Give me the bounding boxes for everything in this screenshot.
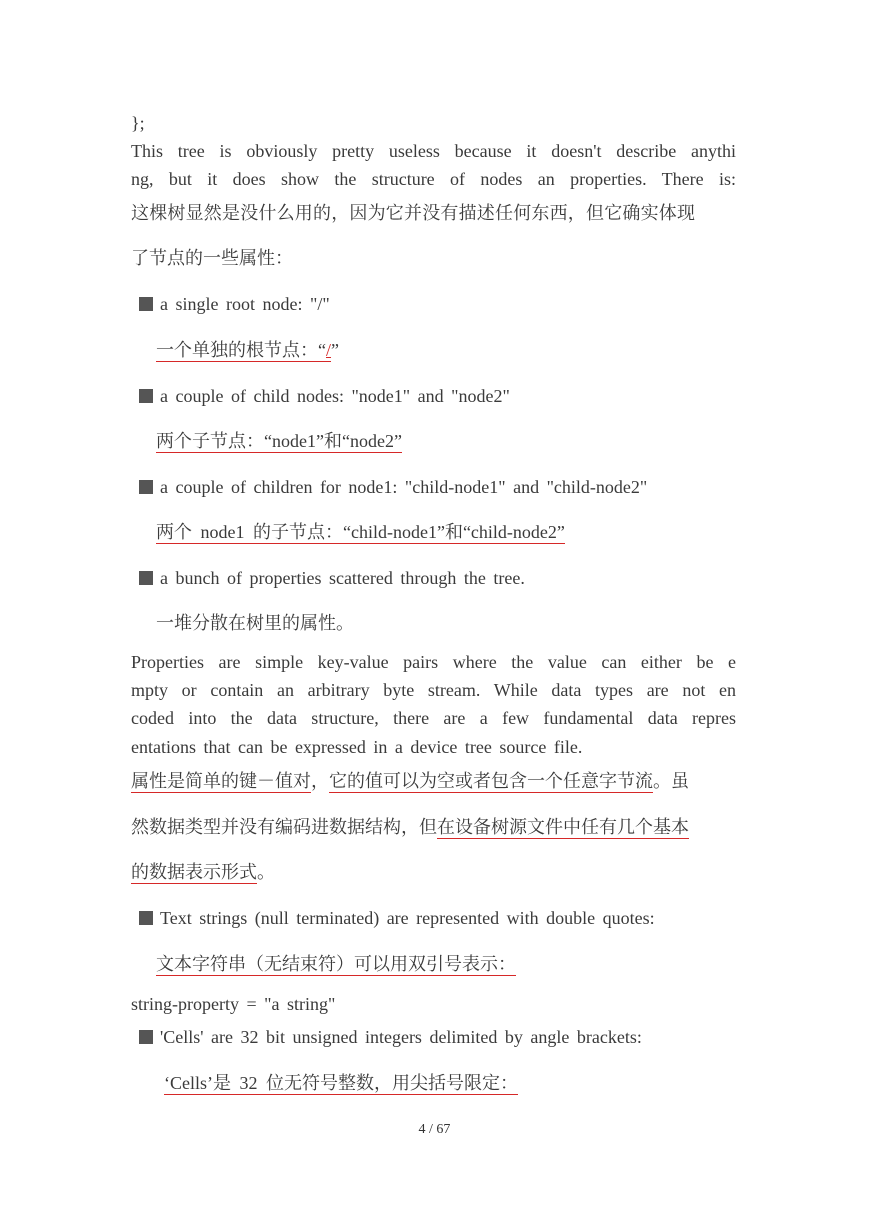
bullet-text: Text strings (null terminated) are represented with double quotes: (160, 908, 655, 928)
bullet-item-properties (139, 566, 525, 590)
bullet-item-text-strings (139, 906, 655, 930)
bullet-translation-root-node: 一个单独的根节点：“/” (156, 340, 340, 360)
code-string-property: string-property = "a string" (131, 994, 336, 1014)
bullet-translation-properties: 一堆分散在树里的属性。 (156, 613, 354, 633)
square-bullet-icon (139, 389, 153, 403)
paragraph-2-line-2: mpty or contain an arbitrary byte stream. While data types are not en (131, 680, 736, 700)
paragraph-1-line-1: This tree is obviously pretty useless because it doesn't describe anythi (131, 141, 736, 161)
paragraph-2-line-1: Properties are simple key-value pairs where the value can either be e (131, 652, 736, 672)
paragraph-2-line-4: entations that can be expressed in a device tree source file. (131, 737, 583, 757)
bullet-item-cells (139, 1025, 642, 1049)
square-bullet-icon (139, 571, 153, 585)
paragraph-2-zh-line-3: 的数据表示形式。 (131, 862, 275, 882)
bullet-item-child-nodes (139, 384, 510, 408)
underlined-translation: 一个单独的根节点：“/ (156, 340, 332, 360)
square-bullet-icon (139, 480, 153, 494)
paragraph-1-zh-line-2: 了节点的一些属性： (131, 248, 293, 268)
paragraph-1-zh-line-1: 这棵树显然是没什么用的，因为它并没有描述任何东西，但它确实体现 (131, 203, 696, 223)
bullet-translation-text-strings (156, 952, 516, 976)
bullet-text: a couple of child nodes: "node1" and "node2" (160, 386, 510, 406)
page-number: 4 / 67 (418, 1122, 451, 1137)
bullet-text: a couple of children for node1: "child-node1" and "child-node2" (160, 477, 648, 497)
square-bullet-icon (139, 1030, 153, 1044)
bullet-text: 'Cells' are 32 bit unsigned integers delimited by angle brackets: (160, 1027, 642, 1047)
square-bullet-icon (139, 911, 153, 925)
underlined-translation: 文本字符串（无结束符）可以用双引号表示： (156, 954, 516, 974)
bullet-translation-children-node1 (156, 520, 565, 544)
underlined-translation: ‘Cells’是 32 位无符号整数，用尖括号限定： (164, 1073, 518, 1093)
underlined-translation: 两个 node1 的子节点：“child-node1”和“child-node2” (156, 522, 565, 542)
paragraph-1-line-2: ng, but it does show the structure of nodes an properties. There is: (131, 169, 736, 189)
paragraph-2-line-3: coded into the data structure, there are a few fundamental data repres (131, 708, 736, 728)
paragraph-2-zh-line-2: 然数据类型并没有编码进数据结构，但在设备树源文件中任有几个基本 (131, 817, 689, 837)
bullet-translation-child-nodes (156, 429, 402, 453)
code-close-brace: }; (131, 113, 145, 133)
paragraph-2-zh-line-1: 属性是简单的键－值对，它的值可以为空或者包含一个任意字节流。虽 (131, 771, 689, 791)
square-bullet-icon (139, 297, 153, 311)
bullet-text: a single root node: "/" (160, 294, 330, 314)
bullet-translation-cells (164, 1071, 518, 1095)
bullet-item-root-node (139, 292, 330, 316)
bullet-text: a bunch of properties scattered through the tree. (160, 568, 525, 588)
underlined-translation: 两个子节点：“node1”和“node2” (156, 431, 402, 451)
bullet-item-children-node1 (139, 475, 647, 499)
